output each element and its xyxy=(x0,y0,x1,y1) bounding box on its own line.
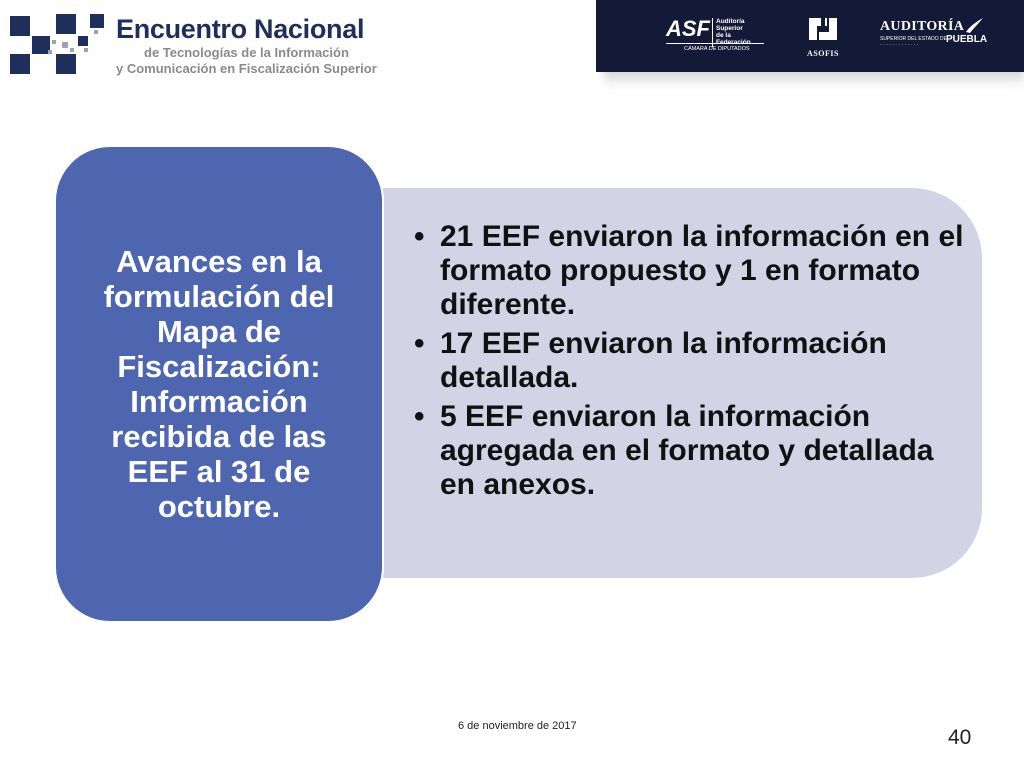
asf-text-line: de la Federación xyxy=(716,32,751,47)
asf-text-line: Superior xyxy=(716,25,743,33)
pixel-cross-logo-icon xyxy=(10,10,110,76)
logo-bar xyxy=(596,0,1024,72)
puebla-title: AUDITORÍA xyxy=(880,19,965,34)
bullet-icon: • xyxy=(414,327,425,360)
list-item xyxy=(414,400,964,502)
asf-divider xyxy=(666,43,764,44)
puebla-word: PUEBLA xyxy=(946,34,988,45)
bullet-text: 17 EEF enviaron la información detallada. xyxy=(440,327,887,394)
puebla-subtitle-line: SUPERIOR DEL ESTADO DE xyxy=(880,36,947,42)
bullet-icon: • xyxy=(414,220,425,253)
auditoria-puebla-logo xyxy=(880,16,990,56)
brand-subtitle-2: y Comunicación en Fiscalización Superior xyxy=(116,61,377,76)
title-card-text: Avances en la formulación del Mapa de Fiscalización: Información recibida de las EEF al 31 de octubre. xyxy=(103,244,335,524)
bullet-list xyxy=(414,220,964,507)
page-number: 40 xyxy=(948,726,972,749)
asf-mark: ASF xyxy=(666,16,710,41)
asofis-icon xyxy=(807,14,839,44)
title-card xyxy=(54,145,384,623)
bullet-text: 21 EEF enviaron la información en el formato propuesto y 1 en formato diferente. xyxy=(440,220,964,321)
puebla-subtitle xyxy=(880,36,947,48)
footer-date: 6 de noviembre de 2017 xyxy=(458,720,577,732)
bullet-text: 5 EEF enviaron la información agregada en el formato y detallada en anexos. xyxy=(440,400,934,501)
brand-subtitle-1: de Tecnologías de la Información xyxy=(144,45,349,60)
brand-title: Encuentro Nacional xyxy=(116,14,365,44)
brand-header xyxy=(10,10,410,80)
asf-subtitle: CÁMARA DE DIPUTADOS xyxy=(684,46,750,52)
asf-text-line: Auditoría xyxy=(716,18,745,25)
list-item xyxy=(414,220,964,322)
list-item xyxy=(414,327,964,395)
asofis-logo xyxy=(796,14,850,60)
asofis-label: ASOFIS xyxy=(807,49,839,58)
swoosh-icon xyxy=(964,16,984,34)
asf-logo xyxy=(666,18,766,54)
bullet-icon: • xyxy=(414,400,425,433)
puebla-subtitle-line: · · · · · · · · · · · · · xyxy=(880,42,919,48)
